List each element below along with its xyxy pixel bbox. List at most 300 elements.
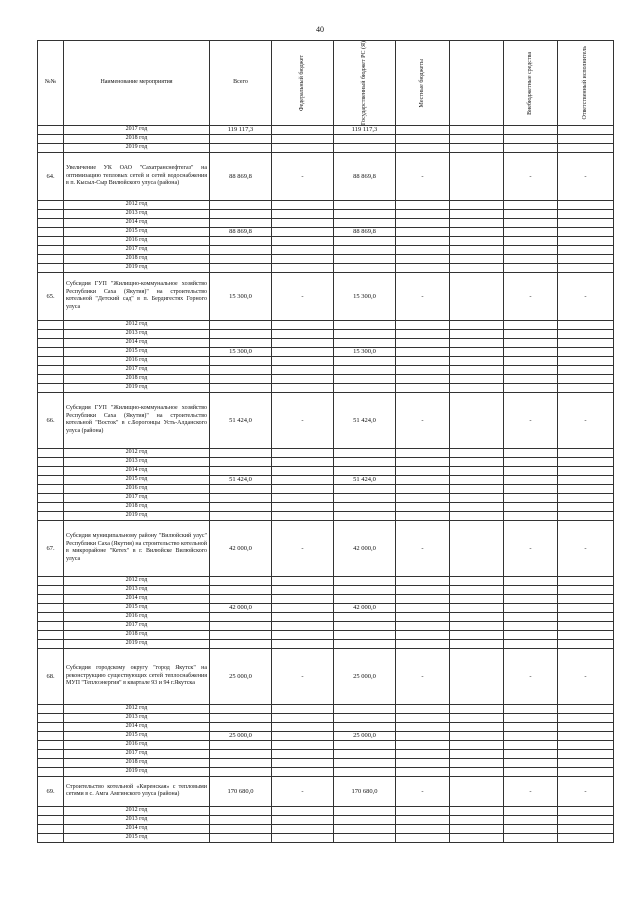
table-cell bbox=[38, 356, 64, 365]
project-number: 69. bbox=[38, 776, 64, 806]
project-row bbox=[38, 272, 614, 320]
table-cell bbox=[38, 134, 64, 143]
project-notes: - bbox=[558, 392, 614, 448]
table-cell bbox=[504, 603, 558, 612]
year-state bbox=[334, 806, 396, 815]
table-cell bbox=[558, 493, 614, 502]
year-label: 2016 год bbox=[64, 356, 210, 365]
year-state bbox=[334, 356, 396, 365]
project-notes: - bbox=[558, 152, 614, 200]
year-row bbox=[38, 585, 614, 594]
year-row bbox=[38, 134, 614, 143]
table-cell bbox=[396, 374, 450, 383]
table-cell bbox=[272, 824, 334, 833]
table-cell bbox=[38, 365, 64, 374]
table-cell bbox=[272, 713, 334, 722]
table-cell bbox=[450, 758, 504, 767]
table-cell bbox=[504, 200, 558, 209]
table-cell bbox=[504, 484, 558, 493]
table-cell bbox=[272, 594, 334, 603]
table-cell bbox=[396, 621, 450, 630]
year-row bbox=[38, 218, 614, 227]
year-state bbox=[334, 245, 396, 254]
table-cell bbox=[450, 125, 504, 134]
table-cell bbox=[450, 236, 504, 245]
table-cell bbox=[396, 704, 450, 713]
table-cell bbox=[396, 236, 450, 245]
table-cell bbox=[450, 576, 504, 585]
table-cell bbox=[450, 648, 504, 704]
project-row bbox=[38, 152, 614, 200]
table-cell bbox=[272, 603, 334, 612]
year-label: 2012 год bbox=[64, 576, 210, 585]
project-total: 170 680,0 bbox=[210, 776, 272, 806]
table-cell bbox=[558, 200, 614, 209]
project-local: - bbox=[396, 152, 450, 200]
project-state: 88 869,8 bbox=[334, 152, 396, 200]
year-total bbox=[210, 218, 272, 227]
table-cell bbox=[504, 824, 558, 833]
table-cell bbox=[450, 143, 504, 152]
project-extra: - bbox=[504, 152, 558, 200]
table-cell bbox=[396, 731, 450, 740]
year-total bbox=[210, 200, 272, 209]
table-cell bbox=[558, 466, 614, 475]
year-row bbox=[38, 767, 614, 776]
project-total: 51 424,0 bbox=[210, 392, 272, 448]
year-row bbox=[38, 806, 614, 815]
year-state bbox=[334, 824, 396, 833]
project-federal: - bbox=[272, 152, 334, 200]
year-total bbox=[210, 484, 272, 493]
year-label: 2017 год bbox=[64, 125, 210, 134]
year-label: 2013 год bbox=[64, 457, 210, 466]
year-total bbox=[210, 493, 272, 502]
project-number: 65. bbox=[38, 272, 64, 320]
year-label: 2016 год bbox=[64, 740, 210, 749]
year-total bbox=[210, 143, 272, 152]
header-row bbox=[38, 41, 614, 126]
year-label: 2013 год bbox=[64, 585, 210, 594]
table-cell bbox=[558, 227, 614, 236]
table-cell bbox=[558, 511, 614, 520]
table-cell bbox=[272, 585, 334, 594]
table-cell bbox=[396, 209, 450, 218]
year-total bbox=[210, 815, 272, 824]
page-number: 40 bbox=[316, 25, 324, 34]
table-cell bbox=[504, 833, 558, 842]
year-state bbox=[334, 200, 396, 209]
table-cell bbox=[38, 639, 64, 648]
year-row bbox=[38, 457, 614, 466]
year-total bbox=[210, 466, 272, 475]
year-row bbox=[38, 320, 614, 329]
table-cell bbox=[396, 722, 450, 731]
year-row bbox=[38, 245, 614, 254]
table-cell bbox=[272, 320, 334, 329]
table-cell bbox=[38, 576, 64, 585]
table-cell bbox=[450, 749, 504, 758]
year-row bbox=[38, 731, 614, 740]
project-local: - bbox=[396, 648, 450, 704]
year-row bbox=[38, 209, 614, 218]
table-cell bbox=[396, 806, 450, 815]
table-cell bbox=[272, 639, 334, 648]
table-cell bbox=[450, 493, 504, 502]
table-cell bbox=[450, 475, 504, 484]
table-cell bbox=[272, 502, 334, 511]
table-cell bbox=[450, 630, 504, 639]
year-state: 42 000,0 bbox=[334, 603, 396, 612]
table-cell bbox=[504, 227, 558, 236]
table-cell bbox=[38, 254, 64, 263]
year-label: 2013 год bbox=[64, 713, 210, 722]
table-cell bbox=[450, 392, 504, 448]
table-cell bbox=[558, 722, 614, 731]
table-cell bbox=[558, 236, 614, 245]
table-cell bbox=[558, 740, 614, 749]
table-cell bbox=[504, 457, 558, 466]
year-state bbox=[334, 740, 396, 749]
table-cell bbox=[38, 448, 64, 457]
table-cell bbox=[396, 448, 450, 457]
table-cell bbox=[504, 320, 558, 329]
year-state: 15 300,0 bbox=[334, 347, 396, 356]
year-row bbox=[38, 374, 614, 383]
col-header-federal: Федеральный бюджет bbox=[272, 41, 334, 126]
year-label: 2012 год bbox=[64, 806, 210, 815]
year-row bbox=[38, 466, 614, 475]
table-cell bbox=[272, 448, 334, 457]
year-total bbox=[210, 263, 272, 272]
table-cell bbox=[272, 749, 334, 758]
year-label: 2012 год bbox=[64, 448, 210, 457]
table-cell bbox=[38, 713, 64, 722]
table-cell bbox=[272, 134, 334, 143]
table-cell bbox=[558, 758, 614, 767]
project-notes: - bbox=[558, 272, 614, 320]
year-state bbox=[334, 374, 396, 383]
table-cell bbox=[504, 356, 558, 365]
project-name: Субсидия ГУП "Жилищно-коммунальное хозяйство Республики Саха (Якутия)" на строительство котельной "Восток" в с.Борогонцы Усть-Алданского улуса (района) bbox=[64, 392, 210, 448]
table-cell bbox=[38, 740, 64, 749]
year-row bbox=[38, 824, 614, 833]
year-label: 2017 год bbox=[64, 749, 210, 758]
year-state bbox=[334, 576, 396, 585]
table-cell bbox=[396, 134, 450, 143]
year-label: 2016 год bbox=[64, 484, 210, 493]
table-cell bbox=[272, 374, 334, 383]
table-cell bbox=[38, 731, 64, 740]
project-state: 15 300,0 bbox=[334, 272, 396, 320]
table-cell bbox=[272, 815, 334, 824]
col-header-no: №№ bbox=[38, 41, 64, 126]
table-cell bbox=[558, 143, 614, 152]
year-row bbox=[38, 143, 614, 152]
project-local: - bbox=[396, 272, 450, 320]
table-cell bbox=[396, 493, 450, 502]
project-row bbox=[38, 648, 614, 704]
year-label: 2018 год bbox=[64, 502, 210, 511]
year-label: 2016 год bbox=[64, 612, 210, 621]
table-cell bbox=[558, 254, 614, 263]
year-state bbox=[334, 833, 396, 842]
year-total bbox=[210, 236, 272, 245]
year-row bbox=[38, 603, 614, 612]
table-cell bbox=[504, 815, 558, 824]
year-row bbox=[38, 236, 614, 245]
year-label: 2019 год bbox=[64, 639, 210, 648]
table-cell bbox=[450, 511, 504, 520]
year-total bbox=[210, 576, 272, 585]
table-cell bbox=[38, 594, 64, 603]
col-header-notes: Ответственный исполнитель bbox=[558, 41, 614, 126]
table-cell bbox=[396, 767, 450, 776]
table-cell bbox=[272, 383, 334, 392]
table-cell bbox=[272, 143, 334, 152]
table-cell bbox=[504, 722, 558, 731]
table-cell bbox=[450, 824, 504, 833]
year-label: 2017 год bbox=[64, 365, 210, 374]
project-row bbox=[38, 776, 614, 806]
table-cell bbox=[38, 466, 64, 475]
table-cell bbox=[396, 320, 450, 329]
table-cell bbox=[504, 767, 558, 776]
year-total bbox=[210, 740, 272, 749]
table-cell bbox=[396, 815, 450, 824]
year-row bbox=[38, 475, 614, 484]
table-cell bbox=[396, 218, 450, 227]
project-federal: - bbox=[272, 392, 334, 448]
table-cell bbox=[450, 134, 504, 143]
table-cell bbox=[450, 329, 504, 338]
year-row bbox=[38, 815, 614, 824]
year-row bbox=[38, 484, 614, 493]
year-total bbox=[210, 457, 272, 466]
table-cell bbox=[396, 484, 450, 493]
year-state bbox=[334, 329, 396, 338]
table-cell bbox=[558, 457, 614, 466]
year-total bbox=[210, 639, 272, 648]
year-row bbox=[38, 502, 614, 511]
table-cell bbox=[504, 448, 558, 457]
table-cell bbox=[272, 704, 334, 713]
year-state bbox=[334, 621, 396, 630]
table-cell bbox=[38, 209, 64, 218]
year-total bbox=[210, 767, 272, 776]
col-header-local: Местные бюджеты bbox=[396, 41, 450, 126]
year-label: 2015 год bbox=[64, 227, 210, 236]
year-label: 2014 год bbox=[64, 338, 210, 347]
year-total bbox=[210, 134, 272, 143]
year-state: 119 117,3 bbox=[334, 125, 396, 134]
year-state bbox=[334, 457, 396, 466]
table-cell bbox=[504, 612, 558, 621]
table-cell bbox=[396, 740, 450, 749]
table-cell bbox=[396, 227, 450, 236]
table-cell bbox=[504, 209, 558, 218]
year-total bbox=[210, 502, 272, 511]
table-cell bbox=[504, 383, 558, 392]
table-cell bbox=[450, 374, 504, 383]
year-total bbox=[210, 209, 272, 218]
table-cell bbox=[558, 603, 614, 612]
year-state bbox=[334, 612, 396, 621]
year-state bbox=[334, 448, 396, 457]
project-extra: - bbox=[504, 392, 558, 448]
table-cell bbox=[38, 502, 64, 511]
year-total: 51 424,0 bbox=[210, 475, 272, 484]
year-label: 2015 год bbox=[64, 731, 210, 740]
year-total bbox=[210, 749, 272, 758]
table-cell bbox=[38, 320, 64, 329]
year-row bbox=[38, 594, 614, 603]
project-name: Строительство котельной «Киренская» с тепловыми сетями в с. Амга Амгинского улуса (района) bbox=[64, 776, 210, 806]
year-total: 42 000,0 bbox=[210, 603, 272, 612]
year-total bbox=[210, 383, 272, 392]
year-total bbox=[210, 704, 272, 713]
year-state bbox=[334, 466, 396, 475]
table-cell bbox=[504, 254, 558, 263]
year-state bbox=[334, 749, 396, 758]
year-state bbox=[334, 722, 396, 731]
table-cell bbox=[396, 749, 450, 758]
year-total bbox=[210, 365, 272, 374]
table-cell bbox=[396, 713, 450, 722]
table-cell bbox=[558, 484, 614, 493]
table-cell bbox=[504, 365, 558, 374]
table-cell bbox=[504, 621, 558, 630]
table-cell bbox=[38, 621, 64, 630]
table-cell bbox=[558, 448, 614, 457]
table-cell bbox=[450, 722, 504, 731]
table-cell bbox=[396, 612, 450, 621]
year-row bbox=[38, 227, 614, 236]
table-cell bbox=[450, 740, 504, 749]
table-cell bbox=[504, 263, 558, 272]
year-state bbox=[334, 704, 396, 713]
year-state bbox=[334, 511, 396, 520]
table-cell bbox=[450, 621, 504, 630]
year-total bbox=[210, 585, 272, 594]
table-cell bbox=[558, 365, 614, 374]
table-cell bbox=[558, 639, 614, 648]
table-cell bbox=[558, 502, 614, 511]
table-cell bbox=[450, 448, 504, 457]
col-header-extra: Внебюджетные средства bbox=[504, 41, 558, 126]
table-cell bbox=[558, 347, 614, 356]
table-cell bbox=[38, 511, 64, 520]
year-row bbox=[38, 254, 614, 263]
project-extra: - bbox=[504, 776, 558, 806]
table-cell bbox=[38, 767, 64, 776]
table-cell bbox=[504, 245, 558, 254]
year-label: 2017 год bbox=[64, 493, 210, 502]
year-row bbox=[38, 200, 614, 209]
year-state bbox=[334, 585, 396, 594]
table-cell bbox=[272, 493, 334, 502]
project-notes: - bbox=[558, 648, 614, 704]
table-cell bbox=[272, 125, 334, 134]
table-cell bbox=[558, 263, 614, 272]
year-state bbox=[334, 713, 396, 722]
year-label: 2019 год bbox=[64, 143, 210, 152]
year-state bbox=[334, 254, 396, 263]
table-cell bbox=[272, 722, 334, 731]
year-total bbox=[210, 824, 272, 833]
table-cell bbox=[504, 218, 558, 227]
year-row bbox=[38, 704, 614, 713]
project-state: 25 000,0 bbox=[334, 648, 396, 704]
year-label: 2017 год bbox=[64, 621, 210, 630]
year-row bbox=[38, 612, 614, 621]
year-row bbox=[38, 511, 614, 520]
project-number: 64. bbox=[38, 152, 64, 200]
table-cell bbox=[396, 502, 450, 511]
project-federal: - bbox=[272, 776, 334, 806]
table-cell bbox=[504, 806, 558, 815]
year-state bbox=[334, 263, 396, 272]
year-label: 2018 год bbox=[64, 134, 210, 143]
year-row bbox=[38, 833, 614, 842]
table-cell bbox=[558, 209, 614, 218]
table-cell bbox=[558, 833, 614, 842]
table-cell bbox=[396, 466, 450, 475]
col-header-total: Всего bbox=[210, 41, 272, 126]
year-total bbox=[210, 356, 272, 365]
table-cell bbox=[504, 466, 558, 475]
table-cell bbox=[396, 383, 450, 392]
year-total: 15 300,0 bbox=[210, 347, 272, 356]
year-total bbox=[210, 833, 272, 842]
table-cell bbox=[450, 383, 504, 392]
year-state bbox=[334, 320, 396, 329]
table-cell bbox=[558, 731, 614, 740]
table-cell bbox=[558, 594, 614, 603]
table-cell bbox=[396, 758, 450, 767]
table-cell bbox=[272, 263, 334, 272]
year-total bbox=[210, 511, 272, 520]
project-total: 15 300,0 bbox=[210, 272, 272, 320]
project-extra: - bbox=[504, 648, 558, 704]
table-cell bbox=[396, 511, 450, 520]
project-federal: - bbox=[272, 520, 334, 576]
year-row bbox=[38, 383, 614, 392]
table-cell bbox=[504, 713, 558, 722]
year-row bbox=[38, 125, 614, 134]
table-cell bbox=[396, 125, 450, 134]
year-state bbox=[334, 493, 396, 502]
table-cell bbox=[272, 767, 334, 776]
table-cell bbox=[450, 218, 504, 227]
table-cell bbox=[504, 236, 558, 245]
year-label: 2019 год bbox=[64, 511, 210, 520]
year-total bbox=[210, 722, 272, 731]
table-cell bbox=[558, 356, 614, 365]
table-cell bbox=[504, 639, 558, 648]
table-cell bbox=[38, 612, 64, 621]
table-cell bbox=[504, 594, 558, 603]
table-cell bbox=[450, 585, 504, 594]
year-label: 2019 год bbox=[64, 263, 210, 272]
table-cell bbox=[38, 329, 64, 338]
year-total bbox=[210, 713, 272, 722]
table-cell bbox=[396, 245, 450, 254]
year-label: 2013 год bbox=[64, 209, 210, 218]
table-cell bbox=[504, 475, 558, 484]
table-cell bbox=[558, 806, 614, 815]
table-cell bbox=[38, 704, 64, 713]
